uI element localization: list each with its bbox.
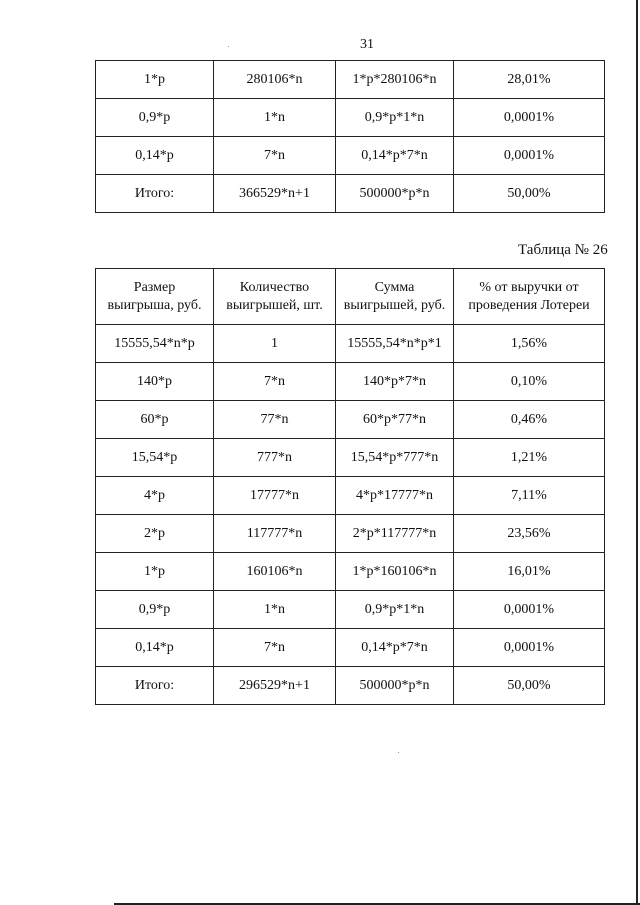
prize-count-cell: 777*n: [214, 439, 336, 477]
prize-sum-cell: 15555,54*n*p*1: [336, 325, 454, 363]
total-label-cell: Итого:: [96, 667, 214, 705]
prize-size-cell: 0,14*p: [96, 629, 214, 667]
total-row: [96, 175, 605, 213]
revenue-percent-cell: 1,56%: [454, 325, 605, 363]
revenue-percent-cell: 23,56%: [454, 515, 605, 553]
prize-sum-cell: 0,9*p*1*n: [336, 591, 454, 629]
prize-count-cell: 7*n: [214, 629, 336, 667]
column-header-prize-size: Размер выигрыша, руб.: [96, 269, 214, 325]
revenue-percent-cell: 28,01%: [454, 61, 605, 99]
prize-sum-cell: 500000*p*n: [336, 175, 454, 213]
prize-sum-cell: 1*p*280106*n: [336, 61, 454, 99]
prize-sum-cell: 2*p*117777*n: [336, 515, 454, 553]
prize-count-cell: 296529*n+1: [214, 667, 336, 705]
revenue-percent-cell: 0,0001%: [454, 629, 605, 667]
table-row: [96, 515, 605, 553]
prize-count-cell: 117777*n: [214, 515, 336, 553]
prize-count-cell: 160106*n: [214, 553, 336, 591]
column-header-prize-sum: Сумма выигрышей, руб.: [336, 269, 454, 325]
revenue-percent-cell: 16,01%: [454, 553, 605, 591]
prize-sum-cell: 15,54*p*777*n: [336, 439, 454, 477]
prize-size-cell: 15,54*p: [96, 439, 214, 477]
revenue-percent-cell: 0,0001%: [454, 591, 605, 629]
prize-size-cell: 0,9*p: [96, 99, 214, 137]
prize-sum-cell: 0,9*p*1*n: [336, 99, 454, 137]
table-row: [96, 591, 605, 629]
prize-count-cell: 1*n: [214, 591, 336, 629]
prize-size-cell: 4*p: [96, 477, 214, 515]
revenue-percent-cell: 50,00%: [454, 667, 605, 705]
table-row: [96, 477, 605, 515]
prize-size-cell: 0,9*p: [96, 591, 214, 629]
scan-speck: [228, 46, 229, 47]
prize-size-cell: 60*p: [96, 401, 214, 439]
table-row: [96, 325, 605, 363]
prize-sum-cell: 0,14*p*7*n: [336, 137, 454, 175]
prize-count-cell: 77*n: [214, 401, 336, 439]
revenue-percent-cell: 1,21%: [454, 439, 605, 477]
prize-table-continued: [95, 60, 605, 213]
prize-size-cell: 140*p: [96, 363, 214, 401]
page-number: 31: [360, 37, 374, 52]
column-header-revenue-percent: % от выручки от проведения Лотереи: [454, 269, 605, 325]
prize-size-cell: 1*p: [96, 61, 214, 99]
revenue-percent-cell: 0,10%: [454, 363, 605, 401]
scan-speck: [398, 752, 399, 753]
prize-table-26: [95, 268, 605, 705]
total-row: [96, 667, 605, 705]
table-caption: Таблица № 26: [518, 242, 608, 258]
prize-size-cell: 1*p: [96, 553, 214, 591]
table-row: [96, 363, 605, 401]
prize-count-cell: 7*n: [214, 363, 336, 401]
table-row: [96, 61, 605, 99]
table-row: [96, 439, 605, 477]
prize-count-cell: 7*n: [214, 137, 336, 175]
revenue-percent-cell: 50,00%: [454, 175, 605, 213]
prize-size-cell: 2*p: [96, 515, 214, 553]
prize-sum-cell: 500000*p*n: [336, 667, 454, 705]
prize-sum-cell: 0,14*p*7*n: [336, 629, 454, 667]
prize-sum-cell: 60*p*77*n: [336, 401, 454, 439]
prize-size-cell: 15555,54*n*p: [96, 325, 214, 363]
table-row: [96, 629, 605, 667]
scan-border-right: [636, 0, 638, 905]
revenue-percent-cell: 7,11%: [454, 477, 605, 515]
table-row: [96, 401, 605, 439]
total-label-cell: Итого:: [96, 175, 214, 213]
revenue-percent-cell: 0,0001%: [454, 137, 605, 175]
column-header-prize-count: Количество выигрышей, шт.: [214, 269, 336, 325]
prize-size-cell: 0,14*p: [96, 137, 214, 175]
prize-count-cell: 366529*n+1: [214, 175, 336, 213]
prize-sum-cell: 1*p*160106*n: [336, 553, 454, 591]
revenue-percent-cell: 0,46%: [454, 401, 605, 439]
prize-sum-cell: 4*p*17777*n: [336, 477, 454, 515]
table-row: [96, 99, 605, 137]
prize-count-cell: 1*n: [214, 99, 336, 137]
prize-count-cell: 17777*n: [214, 477, 336, 515]
prize-count-cell: 1: [214, 325, 336, 363]
table-row: [96, 137, 605, 175]
table-row: [96, 553, 605, 591]
header-row: [96, 269, 605, 325]
prize-sum-cell: 140*p*7*n: [336, 363, 454, 401]
prize-count-cell: 280106*n: [214, 61, 336, 99]
revenue-percent-cell: 0,0001%: [454, 99, 605, 137]
